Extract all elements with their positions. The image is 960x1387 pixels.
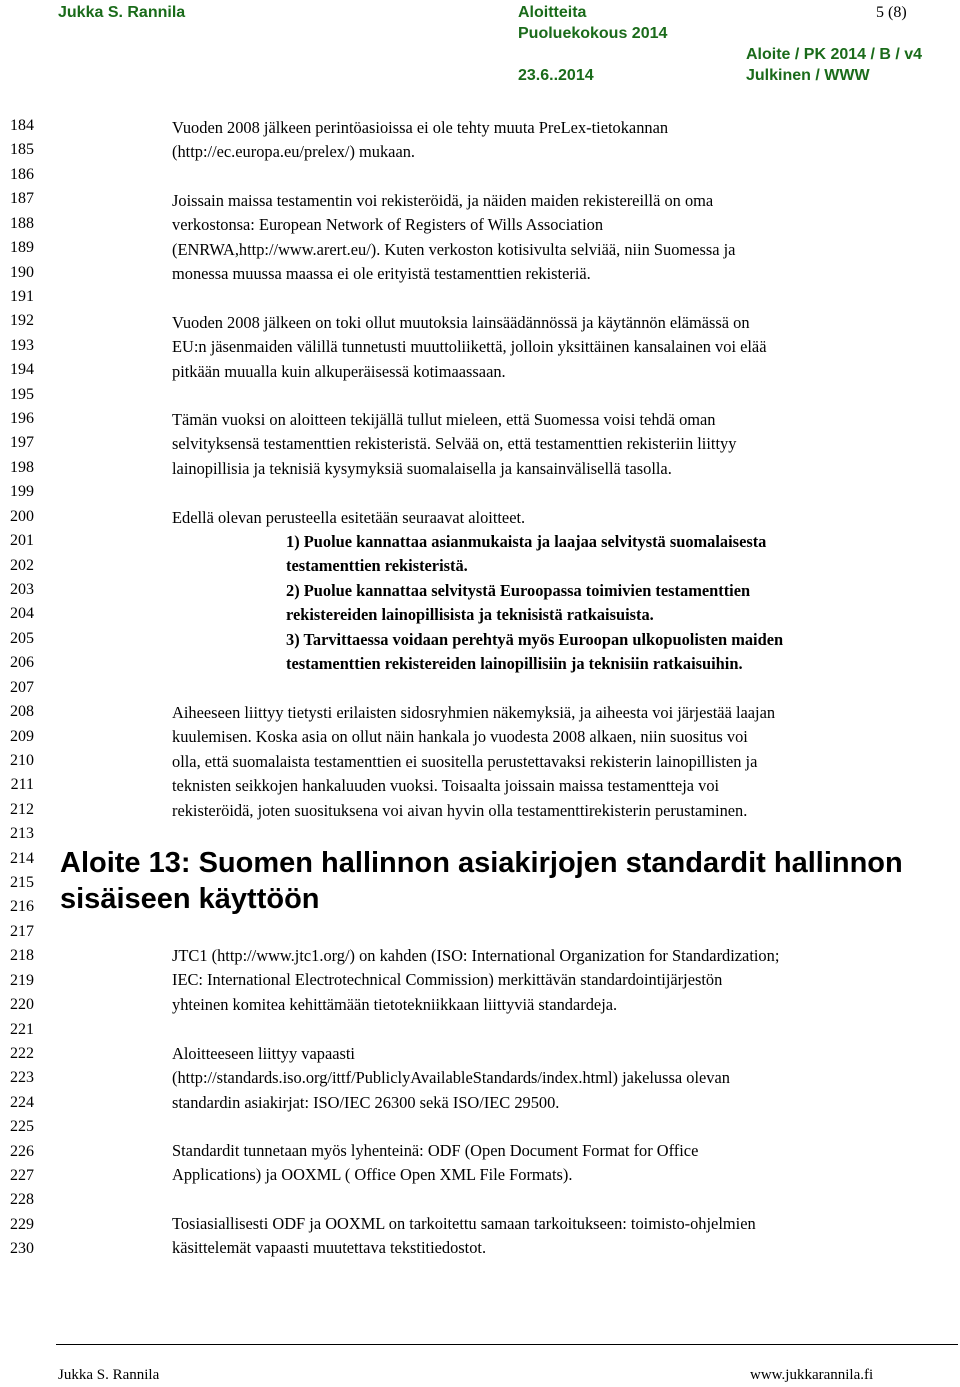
- line-number: 192: [10, 312, 34, 330]
- line-number: 216: [10, 898, 34, 916]
- line-number: 203: [10, 580, 34, 598]
- line-number: 230: [10, 1240, 34, 1258]
- line-number: 189: [10, 239, 34, 257]
- line-number: 210: [10, 751, 34, 769]
- line-number: 198: [10, 458, 34, 476]
- line-number: 228: [10, 1191, 34, 1209]
- line-number: 220: [10, 996, 34, 1014]
- line-number: 202: [10, 556, 34, 574]
- line-number: 195: [10, 385, 34, 403]
- proposal-item-3: 3) Tarvittaessa voidaan perehtyä myös Euroopan ulkopuolisten maiden testamenttien rekistereiden lainopillisiin ja teknisiin ratkaisuihin.: [286, 630, 784, 674]
- line-number: 211: [10, 776, 34, 794]
- line-number: 205: [10, 629, 34, 647]
- line-number: 222: [10, 1044, 34, 1062]
- paragraph-iso-standards: Aloitteeseen liittyy vapaasti (http://standards.iso.org/ittf/PubliclyAvailableStandards/index.html) jakelussa olevan standardin asiakirjat: ISO/IEC 26300 sekä ISO/IEC 29500.: [172, 1044, 730, 1112]
- line-number: 196: [10, 410, 34, 428]
- line-number: 204: [10, 605, 34, 623]
- paragraph-jtc1: JTC1 (http://www.jtc1.org/) on kahden (ISO: International Organization for Standardization; IEC: International Electrotechnical Commission) merkittävän standardointijärjestön yhteinen komitea kehittämään tietotekniikkaan liittyviä standardeja.: [172, 946, 780, 1014]
- line-number: 194: [10, 361, 34, 379]
- paragraph-proposals-intro: Edellä olevan perusteella esitetään seuraavat aloitteet.: [172, 508, 526, 527]
- section-heading: Aloite 13: Suomen hallinnon asiakirjojen standardit hallinnon sisäiseen käyttöön: [60, 847, 903, 915]
- paragraph-odf-ooxml: Standardit tunnetaan myös lyhenteinä: ODF (Open Document Format for Office Applications) ja OOXML ( Office Open XML File Formats).: [172, 1141, 699, 1185]
- line-number: 223: [10, 1069, 34, 1087]
- line-number: 199: [10, 483, 34, 501]
- paragraph-enrwa: Joissain maissa testamentin voi rekisteröidä, ja näiden maiden rekistereillä on oma verkostonsa: European Network of Registers of Wills Association (ENRWA,http://www.arert.eu/). Kuten verkoston kotisivulta selviää, niin Suomessa ja monessa muussa maassa ei ole erityistä testamenttien rekisteriä.: [172, 191, 736, 284]
- line-number: 193: [10, 336, 34, 354]
- line-number: 197: [10, 434, 34, 452]
- line-number: 185: [10, 141, 34, 159]
- footer-divider: [56, 1344, 958, 1345]
- header-section: Aloitteita: [518, 4, 587, 21]
- line-number: 217: [10, 922, 34, 940]
- header-event: Puoluekokous 2014: [518, 25, 668, 42]
- line-number: 226: [10, 1142, 34, 1160]
- line-number: 221: [10, 1020, 34, 1038]
- line-number: 214: [10, 849, 34, 867]
- paragraph-prelex: Vuoden 2008 jälkeen perintöasioissa ei ole tehty muuta PreLex-tietokannan (http://ec.europa.eu/prelex/) mukaan.: [172, 118, 669, 162]
- line-number: 219: [10, 971, 34, 989]
- paragraph-stakeholders: Aiheeseen liittyy tietysti erilaisten sidosryhmien näkemyksiä, ja aiheesta voi järjestää laajan kuulemisen. Koska asia on ollut näin hankala jo vuodesta 2008 alkaen, niin suositus voi olla, että suomalaista testamenttien ei suositella perustettavaksi rekisterin lainopillisten ja teknisten seikkojen hankaluuden vuoksi. Toisaalta joissain maissa testamentteja voi rekisteröidä, joten suosituksena voi aivan hyvin olla testamenttirekisterin perustaminen.: [172, 703, 776, 820]
- line-number: 188: [10, 214, 34, 232]
- paragraph-motivation: Tämän vuoksi on aloitteen tekijällä tullut mieleen, että Suomessa voisi tehdä oman selvityksensä testamenttien rekisteristä. Selvää on, että testamenttien rekisteriin liittyy lainopillisia ja teknisiä kysymyksiä suomalaisella ja kansainvälisellä tasolla.: [172, 410, 737, 478]
- line-number: 186: [10, 165, 34, 183]
- header-visibility: Julkinen / WWW: [746, 67, 870, 84]
- line-number: 227: [10, 1167, 34, 1185]
- line-number: 200: [10, 507, 34, 525]
- line-number: 209: [10, 727, 34, 745]
- line-number: 191: [10, 287, 34, 305]
- footer-website[interactable]: www.jukkarannila.fi: [750, 1367, 874, 1383]
- line-number: 207: [10, 678, 34, 696]
- paragraph-purpose: Tosiasiallisesti ODF ja OOXML on tarkoitettu samaan tarkoitukseen: toimisto-ohjelmien käsittelemät vapaasti muutettava tekstitiedostot.: [172, 1214, 756, 1258]
- header-page-number: 5 (8): [876, 4, 907, 21]
- line-number: 215: [10, 874, 34, 892]
- proposal-item-2: 2) Puolue kannattaa selvitystä Euroopassa toimivien testamenttien rekistereiden lainopillisista ja teknisistä ratkaisuista.: [286, 581, 751, 625]
- header-date: 23.6..2014: [518, 67, 594, 84]
- line-number: 225: [10, 1118, 34, 1136]
- header-doc-ref: Aloite / PK 2014 / B / v4: [746, 46, 923, 63]
- proposal-item-1: 1) Puolue kannattaa asianmukaista ja laajaa selvitystä suomalaisesta testamenttien rekisteristä.: [286, 532, 767, 576]
- line-number: 212: [10, 800, 34, 818]
- paragraph-eu-migration: Vuoden 2008 jälkeen on toki ollut muutoksia lainsäädännössä ja käytännön elämässä on EU:n jäsenmaiden välillä tunnetusti muuttoliikettä, jolloin yksittäinen kansalainen voi elää pitkään muualla kuin alkuperäisessä kotimaassaan.: [172, 313, 767, 381]
- line-number: 201: [10, 532, 34, 550]
- line-number: 213: [10, 825, 34, 843]
- line-number: 206: [10, 654, 34, 672]
- line-number: 229: [10, 1215, 34, 1233]
- line-number: 208: [10, 703, 34, 721]
- line-number: 184: [10, 117, 34, 134]
- line-number: 187: [10, 190, 34, 208]
- line-number: 224: [10, 1093, 34, 1111]
- line-number: 190: [10, 263, 34, 281]
- header-author: Jukka S. Rannila: [58, 4, 186, 21]
- line-number: 218: [10, 947, 34, 965]
- footer-author: Jukka S. Rannila: [58, 1367, 160, 1383]
